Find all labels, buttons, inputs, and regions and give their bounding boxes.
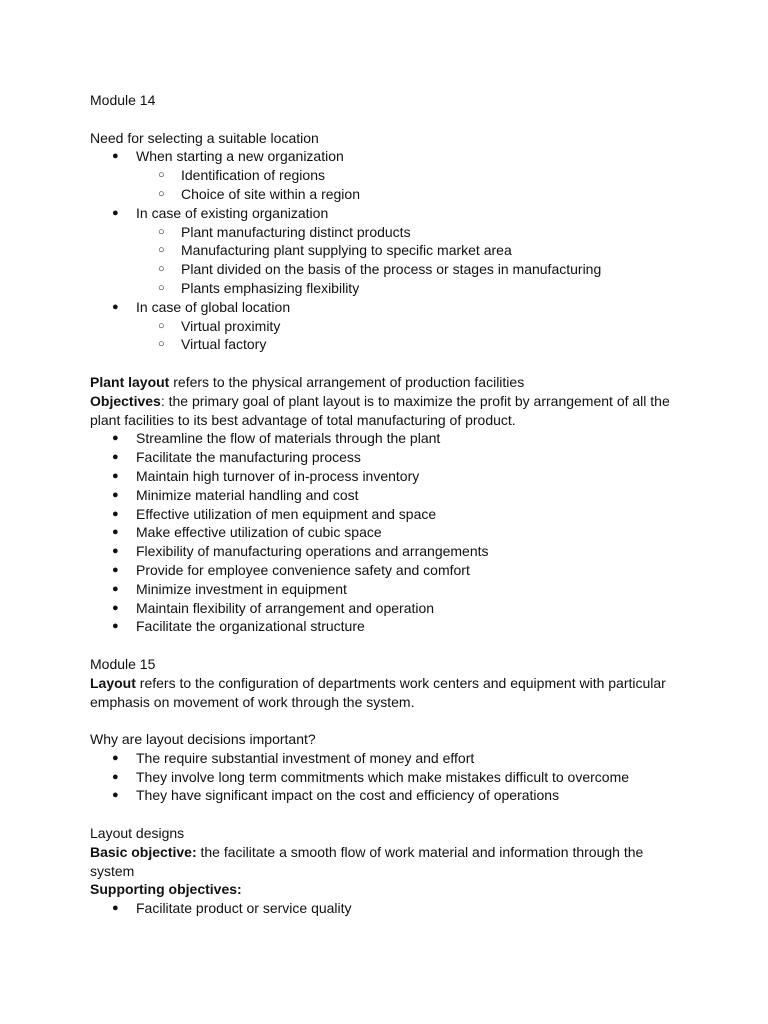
spacer (90, 110, 680, 129)
importance-list (90, 749, 680, 805)
list-item: ● Minimize investment in equipment (90, 580, 680, 599)
module-15-heading: Module 15 (90, 655, 156, 672)
list-item: ● Facilitate the manufacturing process (90, 448, 680, 467)
plant-layout-definition (90, 373, 680, 392)
sub-list-item: ○ Plant manufacturing distinct products (90, 223, 680, 242)
list-item: ● Streamline the flow of materials through the plant (90, 429, 680, 448)
list-item: ● Facilitate the organizational structure (90, 617, 680, 636)
basic-objective-text: the facilitate a smooth flow of work material and information through the system (90, 843, 644, 879)
spacer (90, 636, 680, 655)
sub-list-item: ○ Identification of regions (90, 166, 680, 185)
basic-objective-term: Basic objective: (90, 843, 197, 860)
list-item: ● Maintain flexibility of arrangement and operation (90, 599, 680, 618)
sub-list-item: ○ Plants emphasizing flexibility (90, 279, 680, 298)
location-list (90, 147, 680, 354)
importance-question: Why are layout decisions important? (90, 731, 316, 748)
document-page (90, 91, 680, 918)
spacer (90, 805, 680, 824)
list-item: ● The require substantial investment of money and effort (90, 749, 680, 768)
plant-layout-term: Plant layout (90, 373, 170, 390)
list-item: ● They involve long term commitments which make mistakes difficult to overcome (90, 768, 680, 787)
layout-designs-title: Layout designs (90, 825, 185, 842)
list-item: ● In case of global location (90, 298, 680, 317)
list-item: ● Facilitate product or service quality (90, 899, 680, 918)
spacer (90, 711, 680, 730)
list-item: ● Minimize material handling and cost (90, 486, 680, 505)
layout-definition (90, 674, 680, 712)
location-title: Need for selecting a suitable location (90, 129, 319, 146)
plant-layout-text: refers to the physical arrangement of production facilities (169, 373, 525, 390)
list-item: ● Maintain high turnover of in-process inventory (90, 467, 680, 486)
objectives-term: Objectives (90, 392, 161, 409)
objectives-text: : the primary goal of plant layout is to maximize the profit by arrangement of all the plant facilities to its best advantage of total manufacturing of product. (90, 392, 670, 428)
module-14-heading: Module 14 (90, 92, 156, 108)
basic-objective (90, 843, 680, 881)
list-item: ● They have significant impact on the cost and efficiency of operations (90, 786, 680, 805)
list-item: ● When starting a new organization (90, 147, 680, 166)
sub-list-item: ○ Manufacturing plant supplying to specific market area (90, 241, 680, 260)
layout-term: Layout (90, 674, 136, 691)
list-item: ● Effective utilization of men equipment and space (90, 505, 680, 524)
supporting-objectives-list (90, 899, 680, 918)
layout-text: refers to the configuration of departments work centers and equipment with particular emphasis on movement of work through the system. (90, 674, 666, 710)
supporting-objectives-heading (90, 880, 680, 899)
sub-list-item: ○ Choice of site within a region (90, 185, 680, 204)
objectives-paragraph (90, 392, 680, 430)
sub-list-item: ○ Plant divided on the basis of the process or stages in manufacturing (90, 260, 680, 279)
list-item: ● In case of existing organization (90, 204, 680, 223)
sub-list-item: ○ Virtual factory (90, 335, 680, 354)
objectives-list (90, 429, 680, 636)
supporting-objectives-term: Supporting objectives: (90, 881, 242, 898)
sub-list-item: ○ Virtual proximity (90, 317, 680, 336)
spacer (90, 354, 680, 373)
list-item: ● Flexibility of manufacturing operations and arrangements (90, 542, 680, 561)
list-item: ● Make effective utilization of cubic space (90, 523, 680, 542)
list-item: ● Provide for employee convenience safety and comfort (90, 561, 680, 580)
